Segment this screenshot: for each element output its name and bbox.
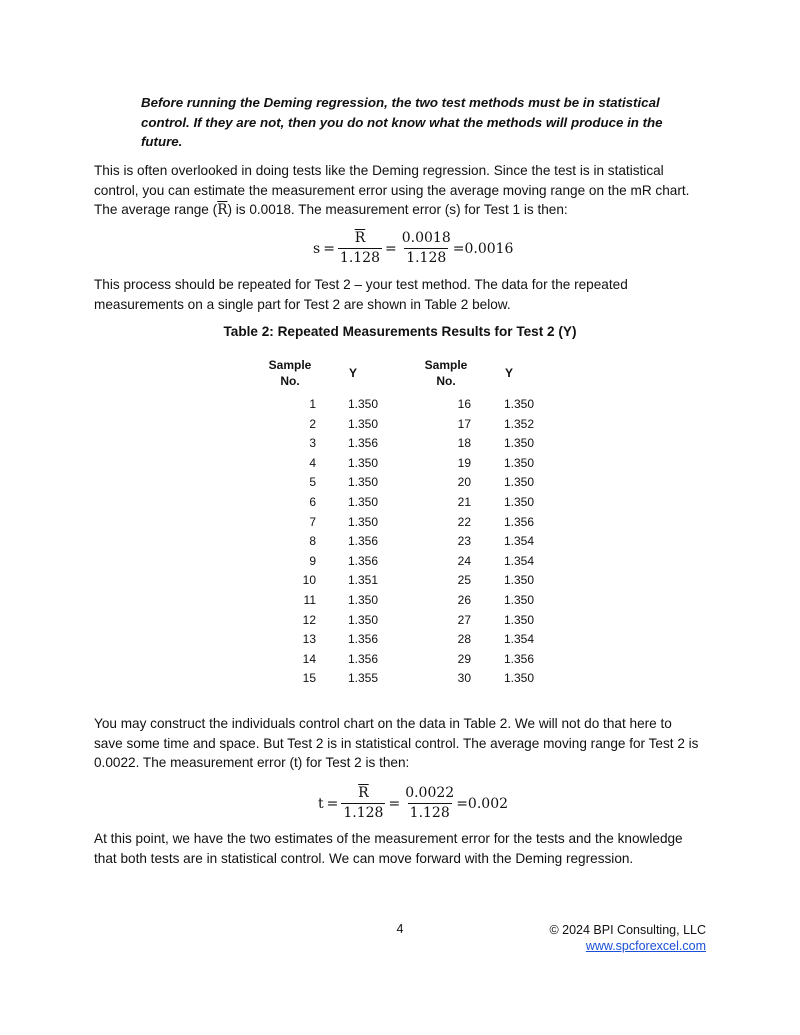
sample-number-cell: 6 <box>309 494 316 509</box>
sample-number-cell: 13 <box>302 632 316 647</box>
y-value-cell: 1.350 <box>504 397 535 411</box>
fraction-denominator: 1.128 <box>406 250 447 266</box>
paragraph-repeat <box>94 275 710 314</box>
y-value-cell: 1.355 <box>348 671 379 686</box>
paragraph-control-chart <box>94 714 710 773</box>
formula-equals: = <box>388 795 401 812</box>
sample-number-cell: 8 <box>309 534 316 549</box>
sample-number-cell: 2 <box>309 416 316 431</box>
y-value-cell: 1.354 <box>504 632 535 647</box>
paragraph-line: control, you can estimate the measurement error using the average moving range on the mR chart. <box>94 182 690 198</box>
fraction-numerator: 0.0018 <box>401 230 451 246</box>
header-line: Sample <box>424 358 468 372</box>
fraction-numerator: $\overline{R}$ <box>354 230 366 246</box>
sample-number-cell: 4 <box>309 455 316 470</box>
y-value-cell: 1.356 <box>348 651 379 666</box>
y-value-cell: 1.350 <box>348 455 379 470</box>
sample-number-cell: 3 <box>309 436 316 451</box>
header-y: Y <box>348 366 357 380</box>
paragraph-line <box>94 200 710 221</box>
y-value-cell: 1.350 <box>504 455 535 470</box>
sample-number-cell: 17 <box>457 416 471 431</box>
formula-equals: = <box>326 795 339 812</box>
sample-number-cell: 7 <box>309 514 316 529</box>
fraction-value <box>400 230 453 267</box>
page-number: 4 <box>396 922 404 936</box>
y-value-cell: 1.350 <box>348 612 379 627</box>
sample-number-cell: 16 <box>457 397 471 411</box>
sample-number-cell: 10 <box>302 573 316 588</box>
sample-number-cell: 1 <box>309 397 316 411</box>
y-value-cell: 1.350 <box>504 573 535 588</box>
sample-number-cell: 19 <box>457 455 471 470</box>
sample-number-cell: 11 <box>303 592 316 607</box>
paragraph-line: that both tests are in statistical control. We can move forward with the Deming regression. <box>94 850 634 866</box>
y-value-cell: 1.350 <box>504 494 535 509</box>
text-fragment: ) is 0.0018. The measurement error (s) for Test 1 is then: <box>227 202 568 217</box>
sample-number-cell: 27 <box>457 612 471 627</box>
paragraph-line: save some time and space. But Test 2 is in statistical control. The average moving range for Test 2 is <box>94 735 699 751</box>
formula-s <box>313 230 513 267</box>
formula-lhs: s <box>313 240 321 257</box>
paragraph-line: You may construct the individuals control chart on the data in Table 2. We will not do that here to <box>94 716 672 731</box>
column-sample-right <box>431 395 471 689</box>
formula-equals: = <box>323 240 335 257</box>
sample-number-cell: 9 <box>309 553 316 568</box>
sample-number-cell: 30 <box>457 671 471 686</box>
y-value-cell: 1.350 <box>504 592 535 607</box>
header-sample-no <box>258 357 322 389</box>
sample-number-cell: 15 <box>302 671 316 686</box>
fraction-denominator: 1.128 <box>409 805 450 821</box>
paragraph-line: measurements on a single part for Test 2 are shown in Table 2 below. <box>94 296 511 312</box>
y-value-cell: 1.350 <box>348 475 379 490</box>
header-y: Y <box>504 366 513 380</box>
formula-result: =0.002 <box>456 795 509 812</box>
sample-number-cell: 25 <box>457 573 471 588</box>
paragraph-line: At this point, we have the two estimates of the measurement error for the tests and the knowledge <box>94 831 683 846</box>
sample-number-cell: 20 <box>457 475 471 490</box>
fraction-value <box>403 785 456 822</box>
fraction-denominator: 1.128 <box>339 250 381 266</box>
formula-lhs: t <box>318 795 324 812</box>
y-value-cell: 1.351 <box>348 573 379 588</box>
header-line: No. <box>280 374 300 388</box>
text-fragment: The average range ( <box>94 202 218 217</box>
formula-t <box>318 785 508 822</box>
sample-number-cell: 12 <box>302 612 316 627</box>
y-value-cell: 1.356 <box>348 436 379 451</box>
sample-number-cell: 5 <box>309 475 316 490</box>
column-sample-left <box>276 395 316 689</box>
sample-number-cell: 21 <box>457 494 471 509</box>
y-value-cell: 1.350 <box>504 612 535 627</box>
table-title: Table 2: Repeated Measurements Results for Test 2 (Y) <box>223 324 577 339</box>
formula-result: =0.0016 <box>452 240 514 257</box>
y-value-cell: 1.354 <box>504 534 535 549</box>
r-bar-symbol: $\overline{R}$ <box>217 202 228 218</box>
copyright-text: © 2024 BPI Consulting, LLC <box>549 923 706 937</box>
fraction-denominator: 1.128 <box>343 805 384 821</box>
y-value-cell: 1.350 <box>504 475 535 490</box>
column-y-right <box>504 395 554 689</box>
y-value-cell: 1.350 <box>348 416 379 431</box>
paragraph-conclusion <box>94 829 710 868</box>
formula-equals: = <box>385 240 397 257</box>
sample-number-cell: 28 <box>457 632 471 647</box>
sample-number-cell: 24 <box>457 553 471 568</box>
fraction-numerator: 0.0022 <box>405 785 455 801</box>
y-value-cell: 1.350 <box>504 671 535 686</box>
header-line: Sample <box>268 358 312 372</box>
y-value-cell: 1.356 <box>348 534 379 549</box>
paragraph-line: This process should be repeated for Test 2 – your test method. The data for the repeated <box>94 277 628 292</box>
y-value-cell: 1.356 <box>504 651 535 666</box>
y-value-cell: 1.356 <box>504 514 535 529</box>
y-value-cell: 1.350 <box>504 436 535 451</box>
fraction-rbar <box>338 230 382 267</box>
column-y-left <box>348 395 398 689</box>
y-value-cell: 1.350 <box>348 397 379 411</box>
y-value-cell: 1.350 <box>348 514 379 529</box>
fraction-rbar <box>341 785 385 822</box>
y-value-cell: 1.354 <box>504 553 535 568</box>
callout-note: Before running the Deming regression, the two test methods must be in statistical control. If they are not, then you do not know what the methods will produce in the future. <box>141 95 663 149</box>
website-link[interactable]: www.spcforexcel.com <box>585 939 706 953</box>
sample-number-cell: 22 <box>457 514 471 529</box>
y-value-cell: 1.356 <box>348 632 379 647</box>
sample-number-cell: 23 <box>457 534 471 549</box>
sample-number-cell: 18 <box>457 436 471 451</box>
paragraph-line: 0.0022. The measurement error (t) for Test 2 is then: <box>94 755 410 770</box>
header-sample-no <box>414 357 478 389</box>
y-value-cell: 1.356 <box>348 553 379 568</box>
sample-number-cell: 14 <box>302 651 316 666</box>
y-value-cell: 1.350 <box>348 494 379 509</box>
y-value-cell: 1.350 <box>348 592 379 607</box>
sample-number-cell: 29 <box>457 651 471 666</box>
sample-number-cell: 26 <box>457 592 471 607</box>
fraction-numerator: $\overline{R}$ <box>358 785 369 801</box>
paragraph-line: This is often overlooked in doing tests like the Deming regression. Since the test is in statistical <box>94 163 664 178</box>
paragraph-overlooked <box>94 161 710 221</box>
header-line: No. <box>436 374 456 388</box>
footer-credits <box>500 922 706 954</box>
y-value-cell: 1.352 <box>504 416 535 431</box>
